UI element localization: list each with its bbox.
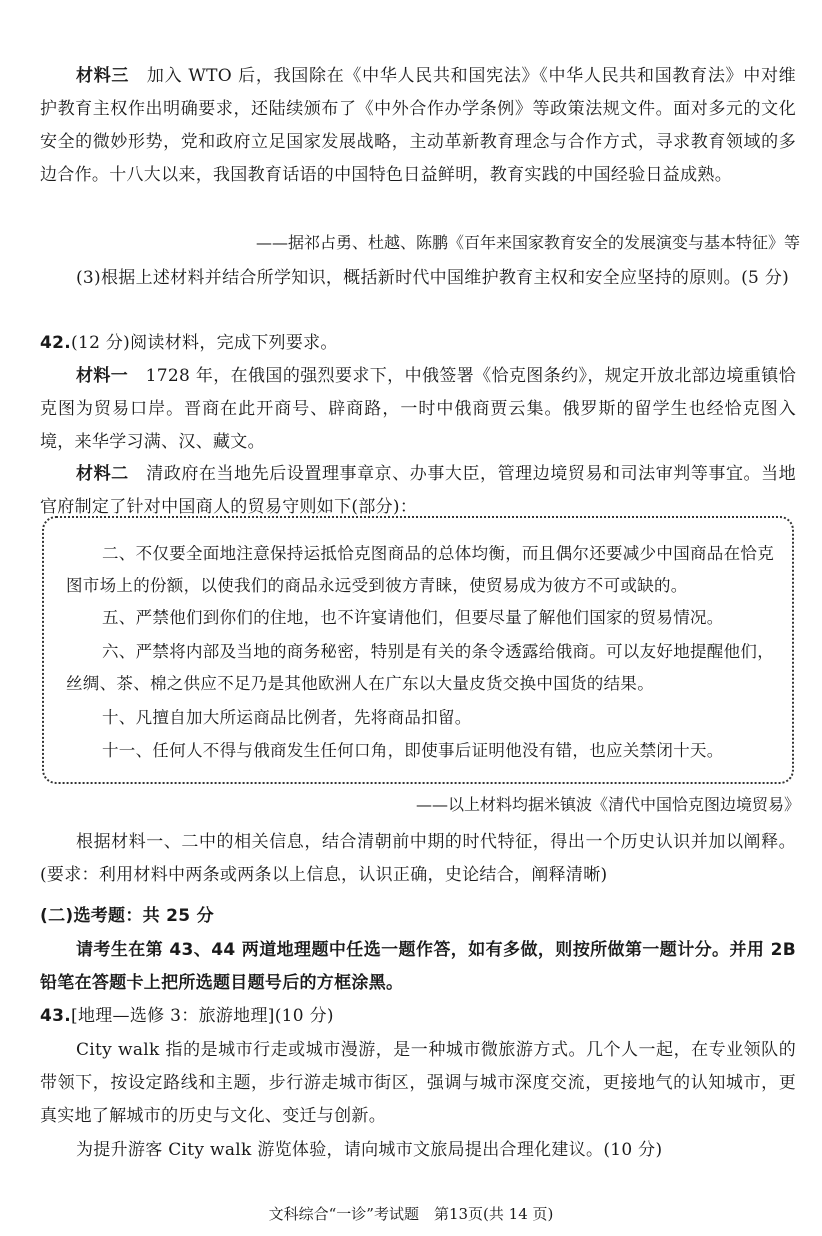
question-42-heading — [40, 327, 796, 360]
material-one-text: 1728 年，在俄国的强烈要求下，中俄签署《恰克图条约》，规定开放北部边境重镇恰克图为贸易口岸。晋商在此开商号、辟商路，一时中俄商贾云集。俄罗斯的留学生也经恰克图入境，来华学习满、汉、藏文。 — [40, 366, 796, 452]
material-three-label: 材料三 — [76, 66, 130, 86]
question-43-question: 为提升游客 City walk 游览体验，请向城市文旅局提出合理化建议。(10 分) — [76, 1140, 663, 1160]
question-42-head: (12 分)阅读材料，完成下列要求。 — [71, 333, 338, 353]
question-43-number: 43. — [40, 1006, 72, 1026]
question-42-number: 42. — [40, 333, 72, 353]
section-2-title: (二)选考题：共 25 分 — [40, 906, 214, 926]
material-three-text: 加入 WTO 后，我国除在《中华人民共和国宪法》《中华人民共和国教育法》中对维护教育主权作出明确要求，还陆续颁布了《中外合作办学条例》等政策法规文件。面对多元的文化安全的微妙形势，党和政府立足国家发展战略，主动革新教育理念与合作方式，寻求教育领域的多边合作。十八大以来，我国教育话语的中国特色日益鲜明，教育实践的中国经验日益成熟。 — [40, 66, 796, 185]
material-two-text: 清政府在当地先后设置理事章京、办事大臣，管理边境贸易和司法审判等事宜。当地官府制定了针对中国商人的贸易守则如下(部分)： — [40, 464, 796, 517]
question-43-heading — [40, 1000, 796, 1033]
section-2-instruction: 请考生在第 43、44 两道地理题中任选一题作答，如有多做，则按所做第一题计分。并用 2B 铅笔在答题卡上把所选题目题号后的方框涂黑。 — [40, 940, 796, 993]
material-one-label: 材料一 — [76, 366, 129, 386]
question-42-source: ——以上材料均据米镇波《清代中国恰克图边境贸易》 — [415, 795, 800, 814]
question-3: (3)根据上述材料并结合所学知识，概括新时代中国维护教育主权和安全应坚持的原则。(5 分) — [76, 268, 790, 288]
material-one — [40, 360, 796, 459]
material-three-source: ——据祁占勇、杜越、陈鹏《百年来国家教育安全的发展演变与基本特征》等 — [255, 233, 800, 252]
page-footer: 文科综合“一诊”考试题 第13页(共 14 页) — [268, 1205, 554, 1223]
question-43-head: [地理—选修 3：旅游地理](10 分) — [71, 1006, 334, 1026]
trade-rules-box — [42, 516, 794, 784]
material-two-label: 材料二 — [76, 464, 129, 484]
rule-item: 二、不仅要全面地注意保持运抵恰克图商品的总体均衡，而且偶尔还要减少中国商品在恰克图市场上的份额，以使我们的商品永远受到彼方青睐，使贸易成为彼方不可或缺的。 — [66, 544, 774, 595]
material-two — [40, 458, 796, 524]
material-three — [40, 60, 796, 192]
rule-item: 五、严禁他们到你们的住地，也不许宴请他们，但要尽量了解他们国家的贸易情况。 — [102, 608, 724, 627]
rule-item: 十一、任何人不得与俄商发生任何口角，即使事后证明他没有错，也应关禁闭十天。 — [102, 741, 724, 760]
rule-item: 十、凡擅自加大所运商品比例者，先将商品扣留。 — [102, 708, 472, 727]
rule-item: 六、严禁将内部及当地的商务秘密，特别是有关的条令透露给俄商。可以友好地提醒他们，丝绸、茶、棉之供应不足乃是其他欧洲人在广东以大量皮货交换中国货的结果。 — [66, 642, 774, 693]
question-42-task: 根据材料一、二中的相关信息，结合清朝前中期的时代特征，得出一个历史认识并加以阐释。(要求：利用材料中两条或两条以上信息，认识正确，史论结合，阐释清晰) — [40, 832, 796, 885]
question-43-paragraph: City walk 指的是城市行走或城市漫游，是一种城市微旅游方式。几个人一起，在专业领队的带领下，按设定路线和主题，步行游走城市街区，强调与城市深度交流，更接地气的认知城市，更真实地了解城市的历史与文化、变迁与创新。 — [40, 1040, 796, 1126]
